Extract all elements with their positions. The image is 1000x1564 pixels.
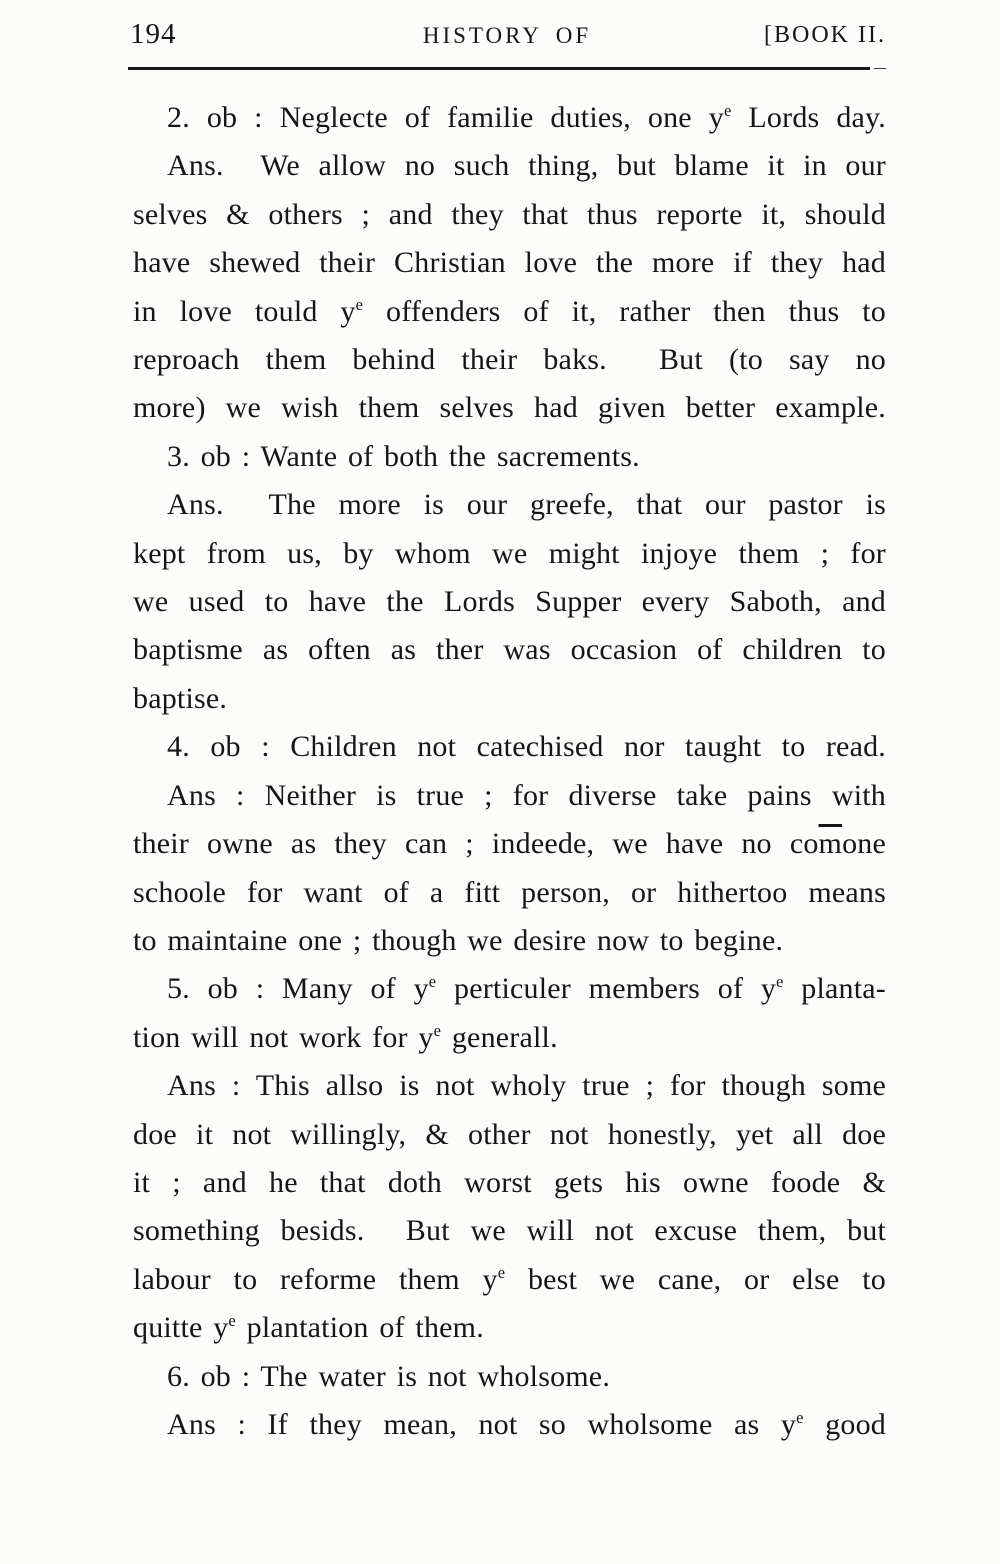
text-line: Ans. We allow no such thing, but blame it in our [167,149,886,183]
paragraph [133,433,886,481]
text-line: baptisme as often as ther was occasion of children to [133,633,886,667]
paragraph [133,94,886,142]
header-rule [128,67,870,70]
text-line: their owne as they can ; indeede, we have no $co\overline{m}one$ [133,827,886,861]
paragraph [133,723,886,771]
text-line: Ans : Neither is true ; for diverse take pains with [167,778,886,812]
page-header [128,18,886,58]
page-text [133,94,886,1449]
text-line: 4. ob : Children not catechised nor taught to read. [167,730,886,764]
paragraph [133,1062,886,1352]
text-line: 6. ob : The water is not wholsome. [167,1359,611,1393]
text-line: have shewed their Christian love the more if they had [133,246,886,280]
text-line: reproach them behind their baks. But (to say no [133,343,886,377]
text-line: kept from us, by whom we might injoye them ; for [133,536,886,570]
text-line: 2. ob : Neglecte of familie duties, one $y^e$ Lords day. [167,101,886,134]
text-line: Ans. The more is our greefe, that our pastor is [167,488,886,522]
text-line: it ; and he that doth worst gets his owne foode & [133,1165,886,1199]
text-line: something besids. But we will not excuse them, but [133,1214,886,1248]
paragraph [133,1401,886,1449]
text-line: 5. ob : Many of $y^e$ perticuler members of $y^e$ planta- [167,972,886,1006]
text-line: in love tould $y^e$ offenders of it, rather then thus to [133,294,886,328]
text-line: Ans : If they mean, not so wholsome as $y^e$ good [167,1407,886,1441]
running-title: HISTORY OF [422,23,592,48]
text-line: baptise. [133,681,228,715]
text-line: to maintaine one ; though we desire now to begine. [133,923,784,957]
text-line: tion will not work for $y^e$ generall. [133,1020,558,1054]
text-line: 3. ob : Wante of both the sacrements. [167,439,640,473]
text-line: schoole for want of a fitt person, or hithertoo means [133,875,886,909]
paragraph [133,1353,886,1401]
text-line: doe it not willingly, & other not honestly, yet all doe [133,1117,886,1151]
paragraph [133,965,886,1062]
paragraph [133,481,886,723]
text-line: we used to have the Lords Supper every Saboth, and [133,585,886,619]
page-number: 194 [130,18,177,50]
text-line: selves & others ; and they that thus reporte it, should [133,197,886,231]
book-label: [BOOK II. [764,22,886,48]
text-line: quitte $y^e$ plantation of them. [133,1311,484,1345]
text-line: more) we wish them selves had given better example. [133,391,886,425]
paragraph [133,142,886,432]
text-line: labour to reforme them $y^e$ best we cane, or else to [133,1262,886,1296]
paragraph [133,772,886,966]
text-line: Ans : This allso is not wholy true ; for though some [167,1069,886,1103]
